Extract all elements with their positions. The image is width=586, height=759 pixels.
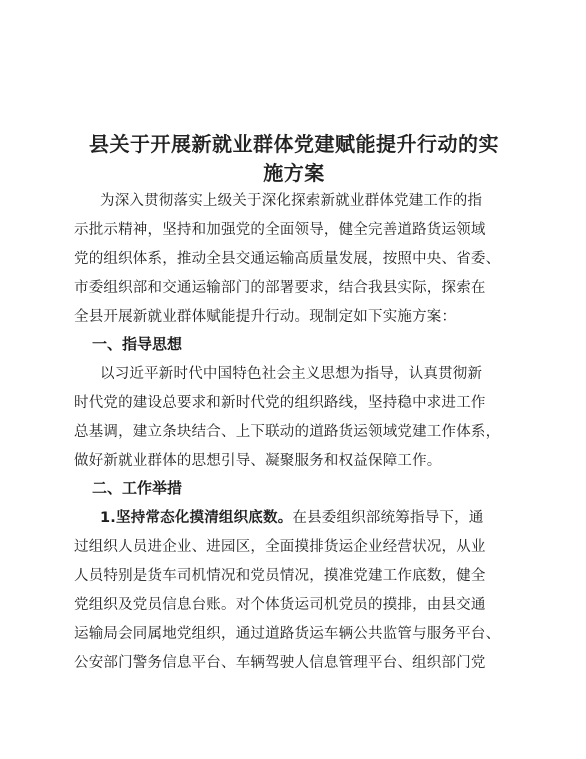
section-heading-guiding-ideology: 一、指导思想 [92, 335, 183, 353]
item1-lead: 1.坚持常态化摸清组织底数。 [100, 510, 293, 526]
intro-line: 党的组织体系，推动全县交通运输高质量发展，按照中央、省委、 [74, 251, 501, 267]
intro-line: 市委组织部和交通运输部门的部署要求，结合我县实际，探索在 [74, 280, 486, 296]
section1-line: 以习近平新时代中国特色社会主义思想为指导，认真贯彻新 [100, 366, 483, 382]
section-heading-work-measures: 二、工作举措 [92, 479, 183, 497]
document-title-line-2: 施方案 [263, 161, 325, 185]
intro-line: 示批示精神，坚持和加强党的全面领导，健全完善道路货运领域 [74, 222, 486, 238]
item1-first-rest: 在县委组织部统筹指导下，通 [292, 510, 484, 526]
section1-line: 时代党的建设总要求和新时代党的组织路线，坚持稳中求进工作 [74, 395, 486, 411]
item1-line: 过组织人员进企业、进园区，全面摸排货运企业经营状况，从业 [74, 539, 486, 555]
item1-line: 人员特别是货车司机情况和党员情况，摸准党建工作底数，健全 [74, 568, 486, 584]
item1-line: 公安部门警务信息平台、车辆驾驶人信息管理平台、组织部门党 [74, 655, 486, 671]
section1-line: 做好新就业群体的思想引导、凝聚服务和权益保障工作。 [74, 453, 442, 469]
document-title-line-1: 县关于开展新就业群体党建赋能提升行动的实 [89, 132, 499, 156]
intro-line: 全县开展新就业群体赋能提升行动。现制定如下实施方案： [74, 309, 457, 325]
intro-line: 为深入贯彻落实上级关于深化探索新就业群体党建工作的指 [100, 193, 483, 209]
item1-line: 党组织及党员信息台账。对个体货运司机党员的摸排，由县交通 [74, 597, 486, 613]
section1-line: 总基调，建立条块结合、上下联动的道路货运领域党建工作体系， [74, 424, 501, 440]
item1-line: 运输局会同属地党组织，通过道路货运车辆公共监管与服务平台、 [74, 626, 501, 642]
item1-first-line [100, 506, 484, 527]
